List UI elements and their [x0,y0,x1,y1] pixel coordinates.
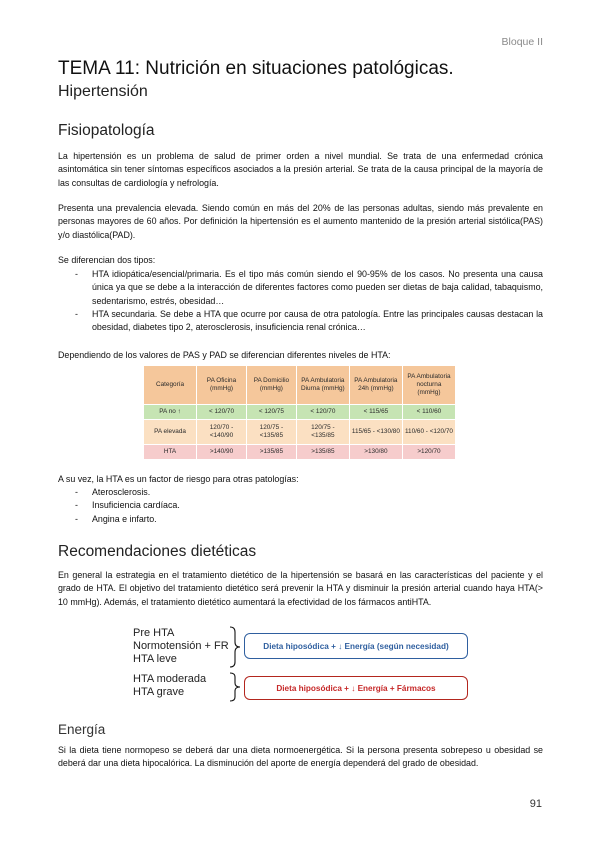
right-brace-icon [228,626,242,668]
table-cell: >135/85 [296,445,349,460]
page-title: TEMA 11: Nutrición en situaciones patológicas. [58,58,454,79]
table-header: PA Ambulatoria nocturna (mmHg) [402,366,455,405]
list-item: - Aterosclerosis. [75,487,151,497]
section-heading-fisiopatologia: Fisiopatología [58,122,155,139]
diagram-group-severe [133,673,206,699]
paragraph: Dependiendo de los valores de PAS y PAD se diferencian diferentes niveles de HTA: [58,350,391,360]
paragraph: Se diferencian dos tipos: [58,255,156,265]
right-brace-icon [228,672,242,702]
table-cell: < 120/70 [197,405,247,420]
paragraph: En general la estrategia en el tratamiento dietético de la hipertensión se basará en las características del paciente y el grado de HTA. El objetivo del tratamiento dietético será prevenir la HTA y disminuir la presión arterial cuando haya HTA(> 10 mmHg). Además, el tratamiento dietético aumentará la efectividad de los fármacos antiHTA. [58,570,543,607]
diagram-group-mild [133,627,229,665]
table-cell: < 110/60 [402,405,455,420]
block-label: Bloque II [501,36,543,48]
page-number: 91 [529,798,542,810]
table-row [144,445,456,460]
diagram-label: HTA leve [133,652,177,665]
table-cell: 120/75 - <135/85 [296,420,349,445]
table-cell: HTA [144,445,197,460]
table-cell: 120/70 - <140/90 [197,420,247,445]
types-list [58,268,543,334]
section-heading-recomendaciones: Recomendaciones dietéticas [58,543,257,560]
paragraph: La hipertensión es un problema de salud de primer orden a nivel mundial. Se trata de una enfermedad crónica asintomática sin tener síntomas específicos asociados a la presión arterial. Se trata de la causa principal de la mayoría de las consultas de cardiología y nefrología. [58,151,543,188]
table-cell: PA no ↑ [144,405,197,420]
table-header: PA Oficina (mmHg) [197,366,247,405]
table-cell: < 115/65 [349,405,402,420]
paragraph: Presenta una prevalencia elevada. Siendo común en más del 20% de las personas adultas, siendo más prevalente en personas mayores de 60 años. Por definición la hipertensión es el aumento mantenido de la presión arterial sistólica(PAS) y/o diastólica(PAD). [58,203,543,240]
section-heading-energia: Energía [58,722,106,737]
diagram-label: Normotensión + FR [133,639,229,652]
diagram-label: Pre HTA [133,627,175,639]
table-cell: PA elevada [144,420,197,445]
diet-box-hyposodic-drugs: Dieta hiposódica + ↓ Energía + Fármacos [244,676,468,700]
diagram-label: HTA moderada [133,673,207,685]
table-row [144,420,456,445]
table-cell: < 120/70 [296,405,349,420]
table-cell: >135/85 [246,445,296,460]
paragraph: Si la dieta tiene normopeso se deberá dar una dieta normoenergética. Si la persona presenta sobrepeso u obesidad se deberá dar una dieta hipocalórica. La disminución del aporte de energía dependerá del grado de obesidad. [58,745,543,769]
table-cell: < 120/75 [246,405,296,420]
list-item: - Insuficiencia cardíaca. [75,500,180,511]
table-cell: >140/90 [197,445,247,460]
table-cell: 110/60 - <120/70 [402,420,455,445]
table-header: PA Ambulatoria Diurna (mmHg) [296,366,349,405]
table-cell: 115/65 - <130/80 [349,420,402,445]
list-item: - Angina e infarto. [75,513,157,524]
diagram-label: HTA grave [133,685,185,698]
hta-levels-table [143,365,456,460]
table-row [144,405,456,420]
table-cell: >130/80 [349,445,402,460]
table-cell: 120/75 - <135/85 [246,420,296,445]
page-subtitle: Hipertensión [58,83,148,100]
table-cell: >120/70 [402,445,455,460]
paragraph: A su vez, la HTA es un factor de riesgo para otras patologías: [58,474,299,484]
table-header: Categoría [144,366,197,405]
table-header: PA Domicilio (mmHg) [246,366,296,405]
risks-list [58,486,543,526]
list-item: - HTA idiopática/esencial/primaria. Es el tipo más común siendo el 90-95% de los casos. No presenta una causa única ya que se debe a la interacción de diferentes factores como pueden ser dietas de baja calidad, tabaquismo, sedentarismo, estrés, obesidad… [75,269,543,306]
list-item: - HTA secundaria. Se debe a HTA que ocurre por causa de otra patología. Entre las principales causas destacan la obesidad, diabetes tipo 2, aterosclerosis, insuficiencia renal crónica… [75,308,543,333]
table-header: PA Ambulatoria 24h (mmHg) [349,366,402,405]
diet-box-hyposodic-energy: Dieta hiposódica + ↓ Energía (según necesidad) [244,633,468,659]
